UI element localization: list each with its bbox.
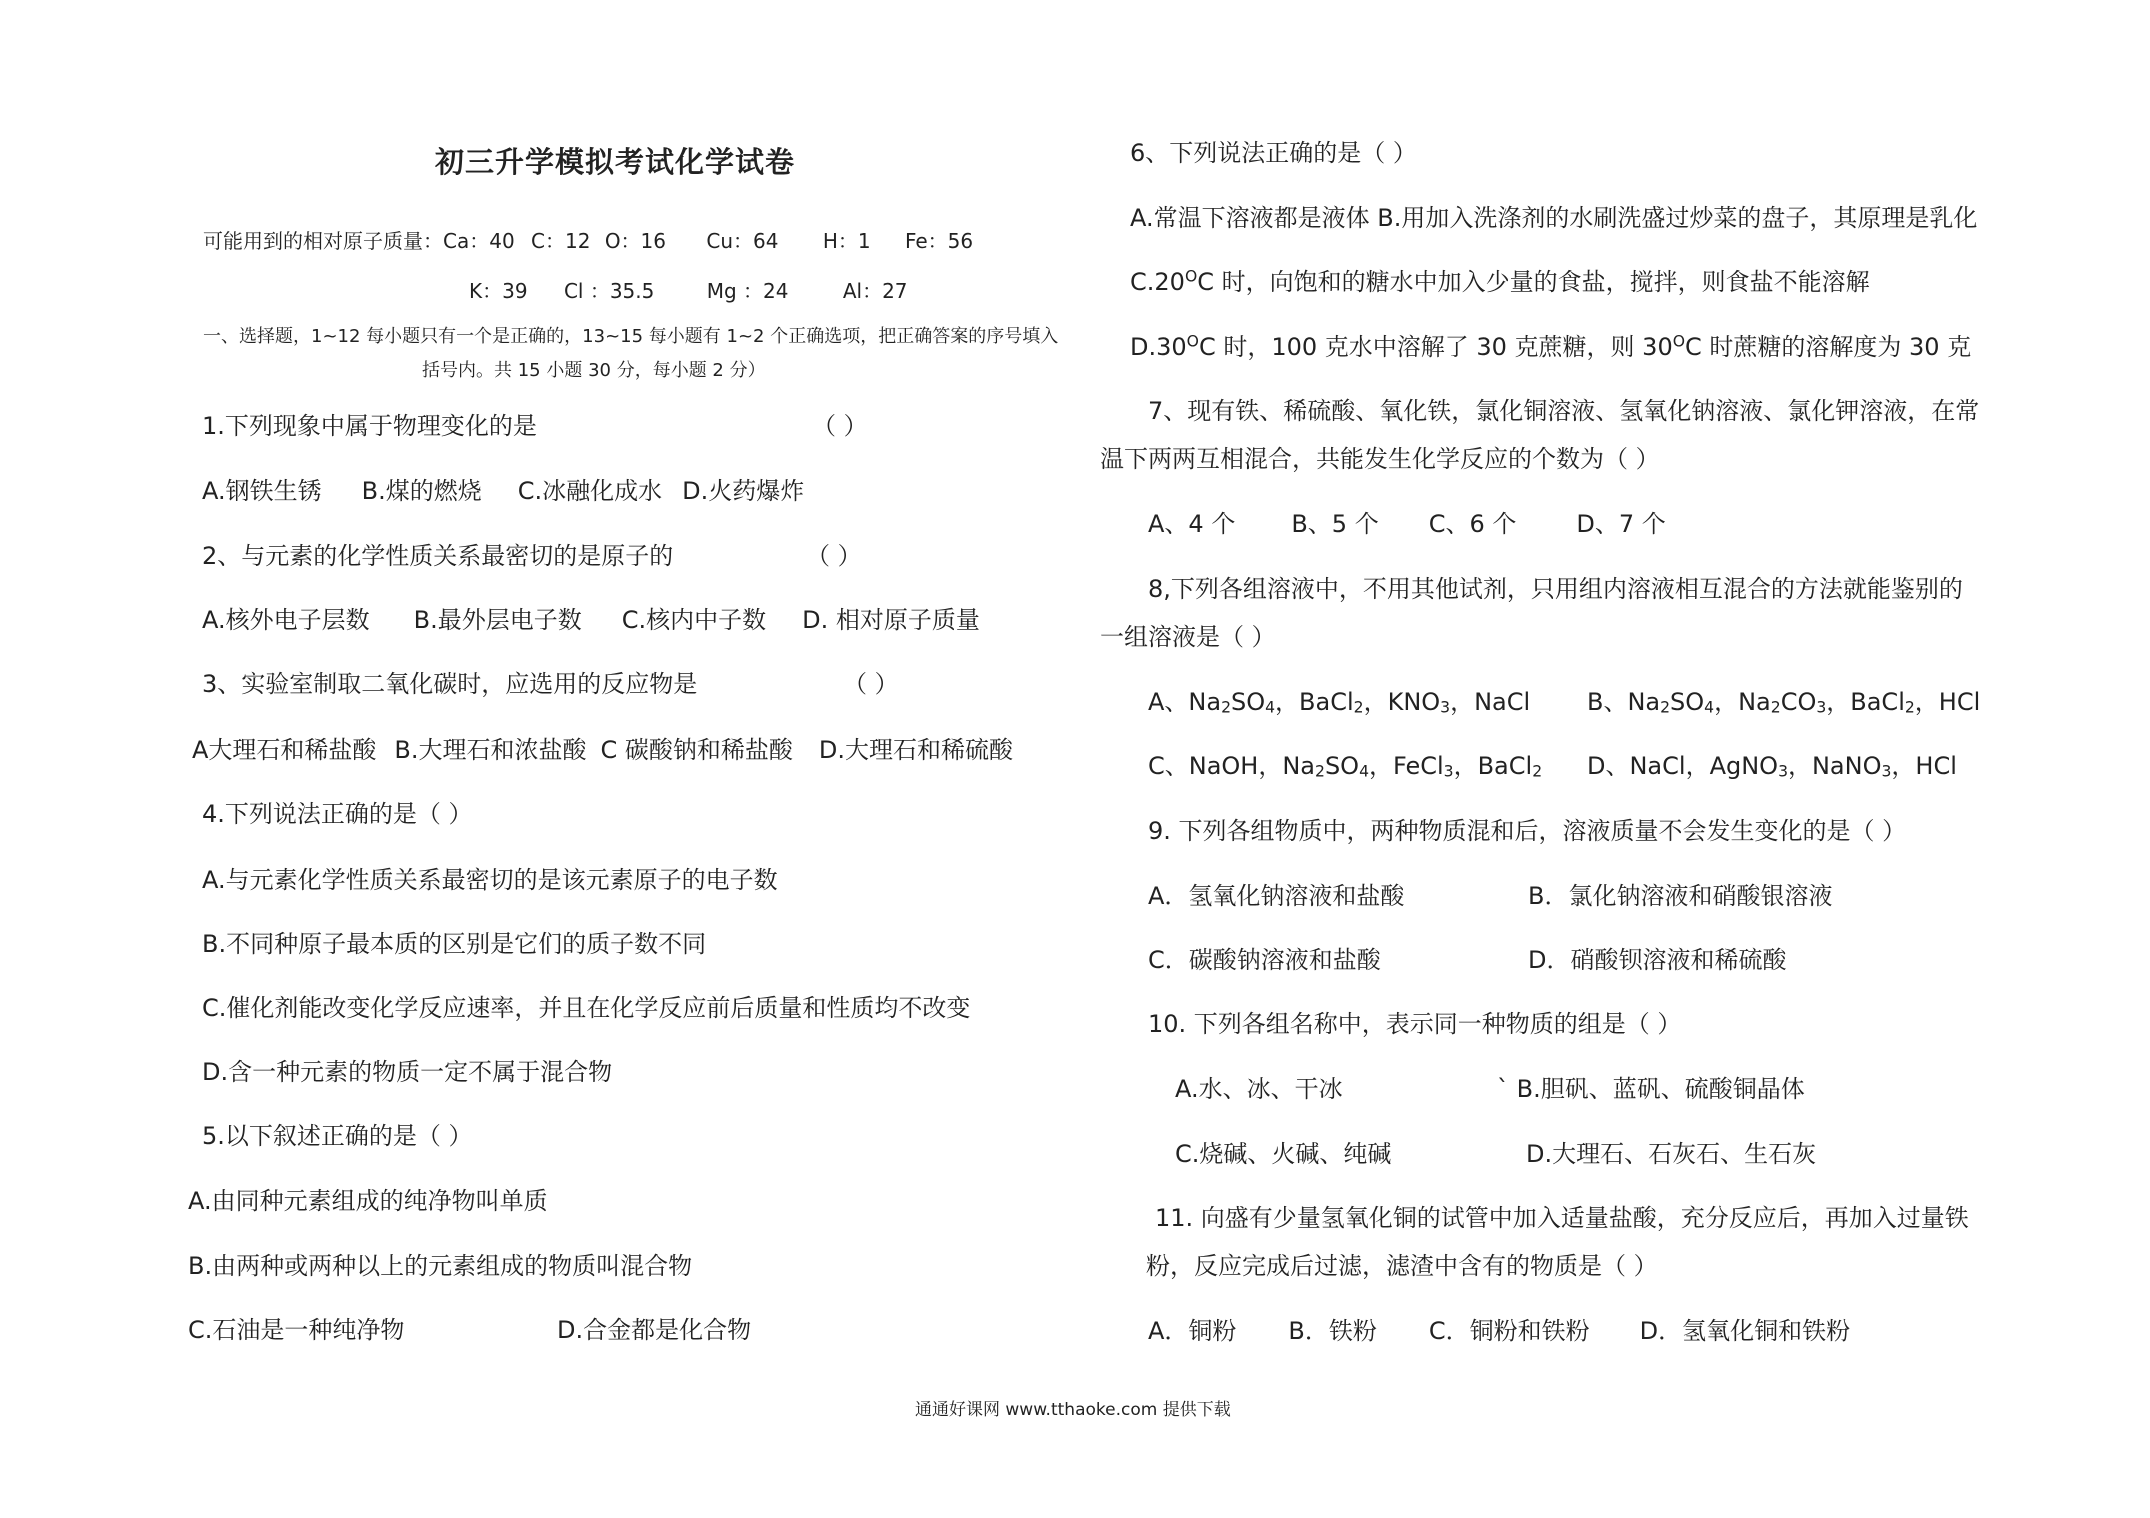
mass-ca: Ca：40 xyxy=(443,229,515,253)
q8-option-a: A、$Na_2SO_4$，BaCl$_2$，$KNO_3$，NaCl xyxy=(1148,688,1531,717)
q11-option-a: A．铜粉 xyxy=(1148,1317,1237,1345)
q7-option-c: C、6 个 xyxy=(1428,510,1517,538)
q10-option-a: A.水、冰、干冰 xyxy=(1175,1075,1343,1103)
q8-option-c: C、NaOH，$Na_2SO_4$，FeCl$_3$，BaCl$_2$ xyxy=(1148,752,1543,781)
q6-stem: 6、下列说法正确的是（ ） xyxy=(1130,139,1417,167)
q2-option-b: B.最外层电子数 xyxy=(413,606,582,634)
q6-c-degree: O xyxy=(1184,267,1198,286)
q5-option-c: C.石油是一种纯净物 xyxy=(188,1316,405,1344)
q9-option-c: C．碳酸钠溶液和盐酸 xyxy=(1148,946,1381,974)
atomic-mass-prefix: 可能用到的相对原子质量： xyxy=(203,229,443,253)
q2-stem: 2、与元素的化学性质关系最密切的是原子的 xyxy=(202,542,674,570)
q1-options xyxy=(202,475,804,507)
q3-option-d: D.大理石和稀硫酸 xyxy=(818,736,1014,764)
footer-download-note: 通通好课网 www.tthaoke.com 提供下载 xyxy=(915,1400,1231,1420)
q5-option-a: A.由同种元素组成的纯净物叫单质 xyxy=(188,1187,548,1215)
q10-option-c: C.烧碱、火碱、纯碱 xyxy=(1175,1140,1392,1168)
q4-option-a: A.与元素化学性质关系最密切的是该元素原子的电子数 xyxy=(202,866,778,894)
q5-stem: 5.以下叙述正确的是（ ） xyxy=(202,1122,473,1150)
q7-option-a: A、4 个 xyxy=(1148,510,1236,538)
q10-option-d: D.大理石、石灰石、生石灰 xyxy=(1526,1140,1817,1168)
q6-option-c xyxy=(1130,266,1870,298)
q8-stem-line-1: 8,下列各组溶液中，不用其他试剂，只用组内溶液相互混合的方法就能鉴别的 xyxy=(1148,575,1963,603)
q7-option-d: D、7 个 xyxy=(1576,510,1666,538)
mass-k: K：39 xyxy=(469,279,528,303)
q8-option-b: B、$Na_2SO_4$，$Na_2CO_3$，BaCl$_2$，HCl xyxy=(1587,688,1981,717)
q11-options xyxy=(1148,1315,1850,1347)
q6-d-prefix: D.30 xyxy=(1130,333,1187,361)
mass-cu: Cu：64 xyxy=(706,229,779,253)
q6-d-mid: C 时，100 克水中溶解了 30 克蔗糖，则 30 xyxy=(1198,333,1673,361)
q6-d-degree-2: O xyxy=(1672,332,1686,351)
q2-option-d: D. 相对原子质量 xyxy=(802,606,980,634)
atomic-mass-line-1 xyxy=(203,228,973,254)
q11-stem-line-2: 粉，反应完成后过滤，滤渣中含有的物质是（ ） xyxy=(1146,1252,1658,1280)
q5-option-d: D.合金都是化合物 xyxy=(557,1316,752,1344)
section-instructions-line-2: 括号内。共 15 小题 30 分，每小题 2 分） xyxy=(422,360,766,381)
q3-option-a: A大理石和稀盐酸 xyxy=(192,736,377,764)
q1-option-c: C.冰融化成水 xyxy=(517,477,663,505)
q9-option-b: B．氯化钠溶液和硝酸银溶液 xyxy=(1528,882,1833,910)
q1-option-d: D.火药爆炸 xyxy=(682,477,805,505)
mass-mg: Mg ：24 xyxy=(706,279,789,303)
q6-c-prefix: C.20 xyxy=(1130,268,1185,296)
mass-o: O：16 xyxy=(604,229,667,253)
mass-fe: Fe：56 xyxy=(904,229,974,253)
q3-stem: 3、实验室制取二氧化碳时，应选用的反应物是 xyxy=(202,670,698,698)
q7-option-b: B、5 个 xyxy=(1291,510,1379,538)
q3-option-b: B.大理石和浓盐酸 xyxy=(394,736,587,764)
q1-option-b: B.煤的燃烧 xyxy=(361,477,482,505)
q10-option-b: ` B.胆矾、蓝矾、硫酸铜晶体 xyxy=(1497,1075,1805,1103)
q1-option-a: A.钢铁生锈 xyxy=(202,477,322,505)
q3-answer-paren: （ ） xyxy=(843,670,899,698)
q3-options xyxy=(192,734,1013,766)
q4-option-c: C.催化剂能改变化学反应速率，并且在化学反应前后质量和性质均不改变 xyxy=(202,994,971,1022)
mass-c: C：12 xyxy=(531,229,591,253)
q1-stem: 1.下列现象中属于物理变化的是 xyxy=(202,412,537,440)
q2-options xyxy=(202,604,980,636)
q1-answer-paren: （ ） xyxy=(812,412,868,440)
atomic-mass-line-2 xyxy=(469,278,908,304)
q7-stem-line-1: 7、现有铁、稀硫酸、氧化铁，氯化铜溶液、氢氧化钠溶液、氯化钾溶液，在常 xyxy=(1148,397,1980,425)
q6-options-ab: A.常温下溶液都是液体 B.用加入洗涤剂的水刷洗盛过炒菜的盘子，其原理是乳化 xyxy=(1130,204,1978,232)
q2-option-a: A.核外电子层数 xyxy=(202,606,370,634)
section-instructions-line-1: 一、选择题，1~12 每小题只有一个是正确的，13~15 每小题有 1~2 个正确选项，把正确答案的序号填入 xyxy=(203,326,1059,347)
q4-option-d: D.含一种元素的物质一定不属于混合物 xyxy=(202,1058,613,1086)
q11-option-d: D．氢氧化铜和铁粉 xyxy=(1639,1317,1851,1345)
q6-c-text: C 时，向饱和的糖水中加入少量的食盐，搅拌，则食盐不能溶解 xyxy=(1197,268,1870,296)
q11-option-b: B．铁粉 xyxy=(1288,1317,1377,1345)
q11-option-c: C．铜粉和铁粉 xyxy=(1428,1317,1590,1345)
q3-option-c: C 碳酸钠和稀盐酸 xyxy=(600,736,793,764)
mass-h: H：1 xyxy=(822,229,871,253)
mass-cl: Cl ：35.5 xyxy=(563,279,655,303)
q6-option-d xyxy=(1130,331,1971,363)
q8-option-d: D、NaCl，AgNO$_3$，NaNO$_3$，HCl xyxy=(1587,752,1957,781)
q2-option-c: C.核内中子数 xyxy=(621,606,767,634)
q6-d-text: C 时蔗糖的溶解度为 30 克 xyxy=(1685,333,1972,361)
q8-stem-line-2: 一组溶液是（ ） xyxy=(1100,623,1276,651)
q9-option-d: D．硝酸钡溶液和稀硫酸 xyxy=(1528,946,1787,974)
q5-option-b: B.由两种或两种以上的元素组成的物质叫混合物 xyxy=(188,1252,693,1280)
q11-stem-line-1: 11. 向盛有少量氢氧化铜的试管中加入适量盐酸，充分反应后，再加入过量铁 xyxy=(1155,1204,1969,1232)
q4-option-b: B.不同种原子最本质的区别是它们的质子数不同 xyxy=(202,930,707,958)
mass-al: Al：27 xyxy=(842,279,908,303)
q10-stem: 10. 下列各组名称中，表示同一种物质的组是（ ） xyxy=(1148,1010,1682,1038)
page-title: 初三升学模拟考试化学试卷 xyxy=(435,145,796,179)
q9-stem: 9. 下列各组物质中，两种物质混和后，溶液质量不会发生变化的是（ ） xyxy=(1148,817,1907,845)
q2-answer-paren: （ ） xyxy=(806,542,862,570)
q6-d-degree-1: O xyxy=(1186,332,1199,351)
q7-stem-line-2: 温下两两互相混合，共能发生化学反应的个数为（ ） xyxy=(1100,445,1660,473)
q9-option-a: A．氢氧化钠溶液和盐酸 xyxy=(1148,882,1405,910)
q7-options xyxy=(1148,508,1666,540)
q4-stem: 4.下列说法正确的是（ ） xyxy=(202,800,473,828)
